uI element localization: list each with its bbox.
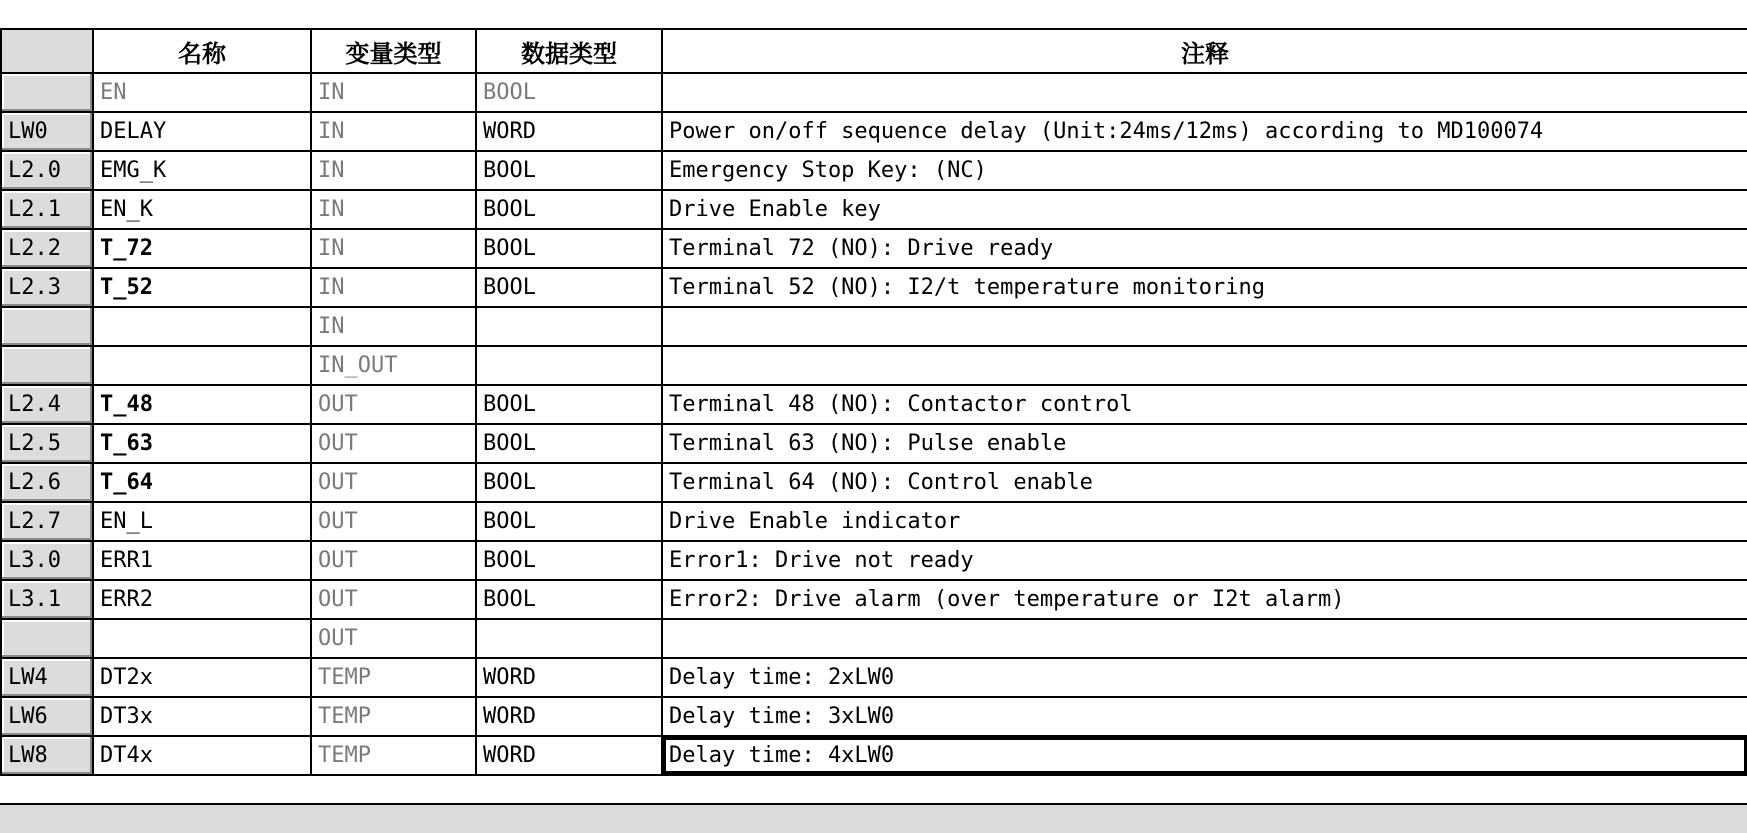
- row-var-type-cell[interactable]: IN: [311, 190, 476, 229]
- row-data-type-cell[interactable]: [476, 346, 662, 385]
- row-data-type-cell[interactable]: WORD: [476, 697, 662, 736]
- row-address-cell[interactable]: L2.1: [1, 190, 93, 229]
- row-var-type-cell[interactable]: IN: [311, 229, 476, 268]
- row-var-type-cell[interactable]: IN: [311, 268, 476, 307]
- row-var-type-cell[interactable]: OUT: [311, 502, 476, 541]
- row-name-cell[interactable]: ERR2: [93, 580, 311, 619]
- row-data-type-cell[interactable]: [476, 619, 662, 658]
- row-name-cell[interactable]: T_52: [93, 268, 311, 307]
- local-variable-table: [0, 28, 1747, 776]
- row-data-type-cell[interactable]: BOOL: [476, 463, 662, 502]
- row-name-cell[interactable]: EMG_K: [93, 151, 311, 190]
- row-data-type-cell[interactable]: BOOL: [476, 229, 662, 268]
- row-data-type-cell[interactable]: BOOL: [476, 151, 662, 190]
- row-address-cell[interactable]: L3.0: [1, 541, 93, 580]
- table-row[interactable]: [1, 112, 1747, 151]
- row-name-cell[interactable]: [93, 307, 311, 346]
- row-address-cell[interactable]: [1, 619, 93, 658]
- row-data-type-cell[interactable]: BOOL: [476, 73, 662, 112]
- row-comment-cell[interactable]: Terminal 63 (NO): Pulse enable: [662, 424, 1747, 463]
- row-comment-cell[interactable]: Delay time: 3xLW0: [662, 697, 1747, 736]
- row-address-cell[interactable]: LW6: [1, 697, 93, 736]
- row-var-type-cell[interactable]: OUT: [311, 424, 476, 463]
- row-var-type-cell[interactable]: IN: [311, 307, 476, 346]
- row-var-type-cell[interactable]: IN: [311, 73, 476, 112]
- row-data-type-cell[interactable]: BOOL: [476, 502, 662, 541]
- row-name-cell[interactable]: ERR1: [93, 541, 311, 580]
- table-row[interactable]: [1, 697, 1747, 736]
- row-name-cell[interactable]: [93, 619, 311, 658]
- row-comment-cell[interactable]: Terminal 72 (NO): Drive ready: [662, 229, 1747, 268]
- table-row[interactable]: [1, 151, 1747, 190]
- table-row[interactable]: [1, 268, 1747, 307]
- row-var-type-cell[interactable]: TEMP: [311, 736, 476, 775]
- row-address-cell[interactable]: [1, 73, 93, 112]
- row-address-cell[interactable]: LW0: [1, 112, 93, 151]
- header-row: [1, 29, 1747, 73]
- row-name-cell[interactable]: EN: [93, 73, 311, 112]
- table-row[interactable]: [1, 502, 1747, 541]
- row-comment-cell[interactable]: Drive Enable key: [662, 190, 1747, 229]
- table-row[interactable]: [1, 346, 1747, 385]
- corner-header[interactable]: [1, 29, 93, 73]
- table-row[interactable]: [1, 580, 1747, 619]
- row-comment-cell[interactable]: Error1: Drive not ready: [662, 541, 1747, 580]
- table-row[interactable]: [1, 658, 1747, 697]
- row-data-type-cell[interactable]: [476, 307, 662, 346]
- row-name-cell[interactable]: T_63: [93, 424, 311, 463]
- row-comment-cell[interactable]: Delay time: 2xLW0: [662, 658, 1747, 697]
- row-var-type-cell[interactable]: IN: [311, 112, 476, 151]
- row-comment-cell[interactable]: Power on/off sequence delay (Unit:24ms/12ms) according to MD100074: [662, 112, 1747, 151]
- row-data-type-cell[interactable]: BOOL: [476, 190, 662, 229]
- row-comment-cell[interactable]: Terminal 64 (NO): Control enable: [662, 463, 1747, 502]
- table-row[interactable]: [1, 736, 1747, 775]
- row-name-cell[interactable]: EN_K: [93, 190, 311, 229]
- row-var-type-cell[interactable]: OUT: [311, 541, 476, 580]
- row-name-cell[interactable]: DT4x: [93, 736, 311, 775]
- row-comment-cell[interactable]: [662, 73, 1747, 112]
- table-row[interactable]: [1, 385, 1747, 424]
- table-row[interactable]: [1, 424, 1747, 463]
- table-row[interactable]: [1, 307, 1747, 346]
- row-address-cell[interactable]: LW4: [1, 658, 93, 697]
- column-header-name[interactable]: 名称: [93, 29, 311, 73]
- row-comment-cell[interactable]: [662, 307, 1747, 346]
- row-data-type-cell[interactable]: WORD: [476, 112, 662, 151]
- variable-rows: [1, 73, 1747, 775]
- row-var-type-cell[interactable]: TEMP: [311, 658, 476, 697]
- column-header-var-type[interactable]: 变量类型: [311, 29, 476, 73]
- row-var-type-cell[interactable]: OUT: [311, 619, 476, 658]
- row-name-cell[interactable]: [93, 346, 311, 385]
- row-var-type-cell[interactable]: OUT: [311, 463, 476, 502]
- row-address-cell[interactable]: L2.2: [1, 229, 93, 268]
- row-data-type-cell[interactable]: BOOL: [476, 424, 662, 463]
- row-var-type-cell[interactable]: OUT: [311, 385, 476, 424]
- row-comment-cell[interactable]: Error2: Drive alarm (over temperature or I2t alarm): [662, 580, 1747, 619]
- row-name-cell[interactable]: T_64: [93, 463, 311, 502]
- row-var-type-cell[interactable]: TEMP: [311, 697, 476, 736]
- table-row[interactable]: [1, 619, 1747, 658]
- row-var-type-cell[interactable]: IN: [311, 151, 476, 190]
- row-address-cell[interactable]: [1, 346, 93, 385]
- row-comment-cell[interactable]: Emergency Stop Key: (NC): [662, 151, 1747, 190]
- table-row[interactable]: [1, 463, 1747, 502]
- row-comment-cell[interactable]: Delay time: 4xLW0: [662, 736, 1747, 775]
- row-data-type-cell[interactable]: BOOL: [476, 580, 662, 619]
- row-var-type-cell[interactable]: OUT: [311, 580, 476, 619]
- row-data-type-cell[interactable]: BOOL: [476, 268, 662, 307]
- table-row[interactable]: [1, 541, 1747, 580]
- row-address-cell[interactable]: L2.6: [1, 463, 93, 502]
- column-header-data-type[interactable]: 数据类型: [476, 29, 662, 73]
- row-name-cell[interactable]: T_72: [93, 229, 311, 268]
- row-address-cell[interactable]: L2.5: [1, 424, 93, 463]
- row-data-type-cell[interactable]: BOOL: [476, 385, 662, 424]
- table-row[interactable]: [1, 190, 1747, 229]
- row-data-type-cell[interactable]: WORD: [476, 658, 662, 697]
- table-row[interactable]: [1, 229, 1747, 268]
- row-data-type-cell[interactable]: WORD: [476, 736, 662, 775]
- row-comment-cell[interactable]: Drive Enable indicator: [662, 502, 1747, 541]
- row-address-cell[interactable]: L3.1: [1, 580, 93, 619]
- row-address-cell[interactable]: L2.0: [1, 151, 93, 190]
- row-address-cell[interactable]: L2.7: [1, 502, 93, 541]
- row-address-cell[interactable]: L2.3: [1, 268, 93, 307]
- row-data-type-cell[interactable]: BOOL: [476, 541, 662, 580]
- row-name-cell[interactable]: T_48: [93, 385, 311, 424]
- table-footer-area: [0, 803, 1747, 833]
- row-address-cell[interactable]: L2.4: [1, 385, 93, 424]
- row-name-cell[interactable]: DT3x: [93, 697, 311, 736]
- row-name-cell[interactable]: DT2x: [93, 658, 311, 697]
- row-comment-cell[interactable]: [662, 619, 1747, 658]
- row-comment-cell[interactable]: [662, 346, 1747, 385]
- row-address-cell[interactable]: LW8: [1, 736, 93, 775]
- table-row[interactable]: [1, 73, 1747, 112]
- column-header-comment[interactable]: 注释: [662, 29, 1747, 73]
- row-var-type-cell[interactable]: IN_OUT: [311, 346, 476, 385]
- row-address-cell[interactable]: [1, 307, 93, 346]
- row-comment-cell[interactable]: Terminal 52 (NO): I2/t temperature monitoring: [662, 268, 1747, 307]
- row-comment-cell[interactable]: Terminal 48 (NO): Contactor control: [662, 385, 1747, 424]
- row-name-cell[interactable]: DELAY: [93, 112, 311, 151]
- row-name-cell[interactable]: EN_L: [93, 502, 311, 541]
